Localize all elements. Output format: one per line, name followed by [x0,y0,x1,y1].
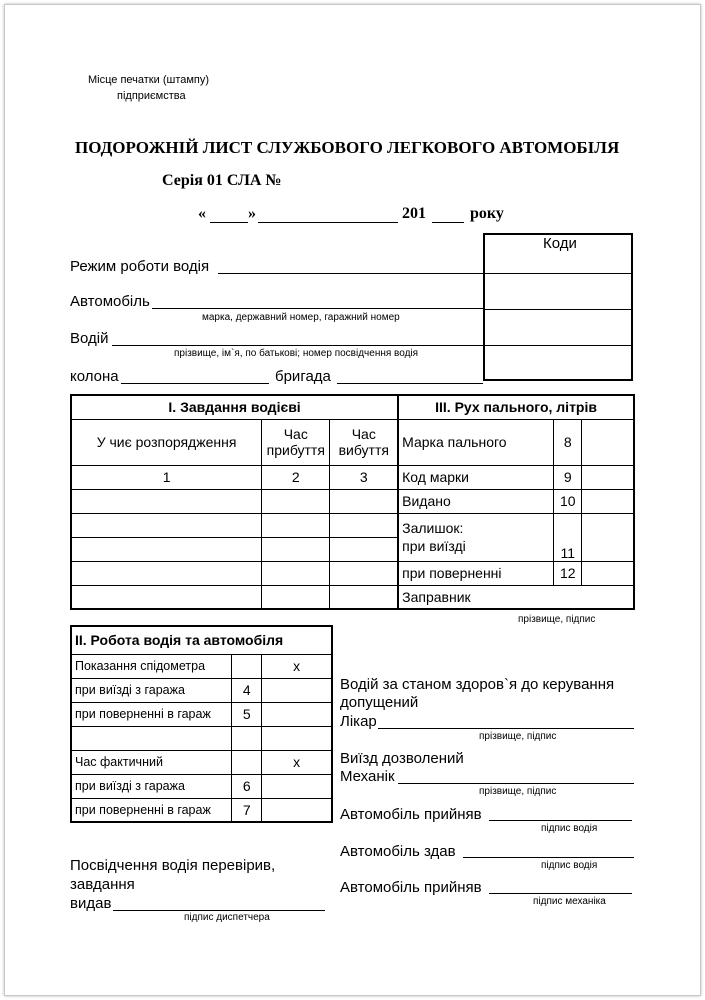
accepted-driver-field[interactable] [489,820,632,821]
col-header-arrival: Час прибуття [262,419,330,465]
fuel-num-11: 11 [554,513,582,561]
codes-box [483,233,633,381]
series-label: Серія 01 СЛА № [162,172,282,189]
work-label-odometer-exit: при виїзді з гаража [71,678,232,702]
fuel-value-remaining-exit[interactable] [582,513,634,561]
exit-allowed-label: Виїзд дозволений [340,750,464,767]
work-value-odometer-exit[interactable] [262,678,332,702]
date-day-line[interactable] [210,222,248,223]
doctor-hint: прізвище, підпис [479,731,557,742]
brigade-label: бригада [275,368,331,385]
fuel-value-code[interactable] [582,465,634,489]
task-cell[interactable] [330,585,398,609]
column-field[interactable] [121,383,269,384]
work-label-time: Час фактичний [71,750,232,774]
col-num-2: 2 [262,465,330,489]
fuel-num-9: 9 [554,465,582,489]
work-x-mark: х [262,750,332,774]
work-value-time-return[interactable] [262,798,332,822]
work-value-odometer-return[interactable] [262,702,332,726]
work-num-6: 6 [232,774,262,798]
accepted-mechanic-label: Автомобіль прийняв [340,879,482,896]
fuel-label-refueler: Заправник [398,585,634,609]
accepted-mechanic-field[interactable] [489,893,632,894]
car-field[interactable] [152,308,483,309]
fuel-label-issued: Видано [398,489,554,513]
driver-label: Водій [70,330,109,347]
dispatcher-signature-field[interactable] [113,910,325,911]
col-num-3: 3 [330,465,398,489]
health-text-2: допущений [340,694,419,711]
section3-title: ІІІ. Рух пального, літрів [398,395,634,419]
task-cell[interactable] [330,537,398,561]
date-month-line[interactable] [258,222,398,223]
task-cell[interactable] [71,537,262,561]
work-label-odometer-return: при поверненні в гараж [71,702,232,726]
task-cell[interactable] [262,561,330,585]
handed-field[interactable] [463,857,634,858]
task-cell[interactable] [262,513,330,537]
fuel-value-brand[interactable] [582,419,634,465]
column-label: колона [70,368,119,385]
col-header-departure: Час вибуття [330,419,398,465]
doctor-signature-field[interactable] [378,728,634,729]
codes-label: Коди [543,235,577,252]
accepted-driver-hint: підпис водія [541,823,598,834]
date-open-quote: « [198,205,206,222]
work-value-blank[interactable] [262,726,332,750]
date-year-prefix: 201 [402,205,426,222]
work-label-odometer: Показання спідометра [71,654,232,678]
task-cell[interactable] [262,489,330,513]
task-cell[interactable] [262,585,330,609]
fuel-label-return: при поверненні [398,561,554,585]
fuel-num-10: 10 [554,489,582,513]
fuel-label-brand: Марка пального [398,419,554,465]
col-num-1: 1 [71,465,262,489]
handed-label: Автомобіль здав [340,843,456,860]
work-x-mark: х [262,654,332,678]
mechanic-label: Механік [340,768,395,785]
mechanic-hint: прізвище, підпис [479,786,557,797]
task-cell[interactable] [71,489,262,513]
health-text: Водій за станом здоров`я до керування [340,676,615,693]
driver-hint: прізвище, ім`я, по батькові; номер посвідчення водія [174,348,419,359]
work-num-7: 7 [232,798,262,822]
fuel-label-remaining-exit: при виїзді [402,538,466,554]
date-close-quote: » [248,205,256,222]
section1-title: І. Завдання водієві [71,395,398,419]
date-year-line[interactable] [432,222,464,223]
fuel-num-12: 12 [554,561,582,585]
fuel-label-remaining [398,513,554,561]
driver-work-table [70,625,333,823]
document-title: ПОДОРОЖНІЙ ЛИСТ СЛУЖБОВОГО ЛЕГКОВОГО АВТОМОБІЛЯ [75,138,620,157]
fuel-label-remaining-title: Залишок: [402,520,464,536]
mode-label: Режим роботи водія [70,258,210,275]
mechanic-signature-field[interactable] [398,783,634,784]
date-year-suffix: року [470,205,504,222]
stamp-label-2: підприємства [117,90,186,102]
task-cell[interactable] [71,585,262,609]
task-cell[interactable] [71,513,262,537]
brigade-field[interactable] [337,383,483,384]
work-num-5: 5 [232,702,262,726]
task-cell[interactable] [262,537,330,561]
fuel-label-code: Код марки [398,465,554,489]
fuel-num-8: 8 [554,419,582,465]
task-cell[interactable] [330,561,398,585]
dispatcher-hint: підпис диспетчера [184,912,270,923]
accepted-mechanic-hint: підпис механіка [533,896,606,907]
task-cell[interactable] [330,513,398,537]
section2-title: ІІ. Робота водія та автомобіля [71,626,332,654]
work-value-time-exit[interactable] [262,774,332,798]
mode-field[interactable] [218,273,483,274]
handed-hint: підпис водія [541,860,598,871]
accepted-driver-label: Автомобіль прийняв [340,806,482,823]
fuel-value-return[interactable] [582,561,634,585]
task-cell[interactable] [71,561,262,585]
work-label-time-return: при поверненні в гараж [71,798,232,822]
dispatcher-text: Посвідчення водія перевірив, [70,857,276,874]
car-label: Автомобіль [70,293,150,310]
fuel-value-issued[interactable] [582,489,634,513]
task-cell[interactable] [330,489,398,513]
refueler-hint: прізвище, підпис [518,614,596,625]
work-num-4: 4 [232,678,262,702]
tasks-fuel-table [70,394,635,610]
work-label-time-exit: при виїзді з гаража [71,774,232,798]
driver-field[interactable] [112,345,483,346]
dispatcher-text-2: завдання [70,876,135,893]
dispatcher-issued-label: видав [70,895,112,912]
stamp-label: Місце печатки (штампу) [88,74,210,86]
car-hint: марка, державний номер, гаражний номер [202,312,400,323]
doctor-label: Лікар [340,713,377,730]
col-header-assignee: У чиє розпорядження [71,419,262,465]
